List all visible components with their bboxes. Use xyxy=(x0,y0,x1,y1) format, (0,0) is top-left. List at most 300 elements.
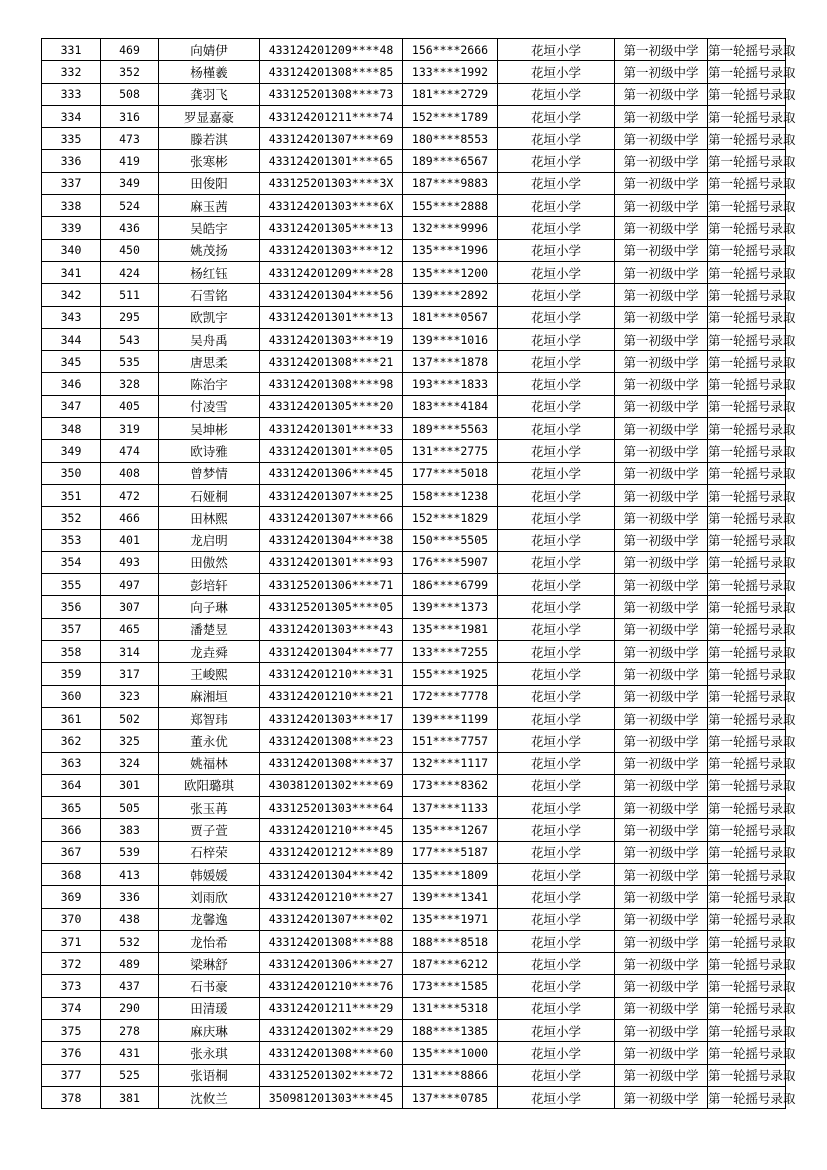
table-row xyxy=(42,61,786,83)
table-row xyxy=(42,797,786,819)
cell-lottery-number: 405 xyxy=(101,395,159,417)
cell-id-number: 433124201308****21 xyxy=(260,351,403,373)
cell-lottery-number: 324 xyxy=(101,752,159,774)
cell-student-name: 向子琳 xyxy=(159,596,260,618)
cell-phone-number: 135****1981 xyxy=(403,618,498,640)
table-row xyxy=(42,618,786,640)
admission-table xyxy=(41,38,796,1109)
cell-student-name: 石梓荣 xyxy=(159,841,260,863)
cell-id-number: 433125201302****72 xyxy=(260,1064,403,1086)
cell-assigned-school: 第一初级中学 xyxy=(615,819,708,841)
cell-primary-school: 花垣小学 xyxy=(498,886,615,908)
cell-admission-status: 第一轮摇号录取 xyxy=(708,128,786,150)
cell-admission-status: 第一轮摇号录取 xyxy=(708,105,786,127)
cell-lottery-number: 525 xyxy=(101,1064,159,1086)
cell-student-name: 龙馨逸 xyxy=(159,908,260,930)
cell-primary-school: 花垣小学 xyxy=(498,507,615,529)
cell-admission-status: 第一轮摇号录取 xyxy=(708,239,786,261)
cell-primary-school: 花垣小学 xyxy=(498,195,615,217)
cell-id-number: 433124201301****65 xyxy=(260,150,403,172)
cell-admission-status: 第一轮摇号录取 xyxy=(708,172,786,194)
cell-student-name: 吴皓宇 xyxy=(159,217,260,239)
cell-phone-number: 131****2775 xyxy=(403,440,498,462)
cell-primary-school: 花垣小学 xyxy=(498,551,615,573)
cell-student-name: 龙启明 xyxy=(159,529,260,551)
cell-lottery-number: 317 xyxy=(101,663,159,685)
cell-assigned-school: 第一初级中学 xyxy=(615,462,708,484)
cell-seq-number: 376 xyxy=(42,1042,101,1064)
cell-admission-status: 第一轮摇号录取 xyxy=(708,886,786,908)
cell-student-name: 杨红钰 xyxy=(159,261,260,283)
cell-seq-number: 336 xyxy=(42,150,101,172)
cell-phone-number: 139****1373 xyxy=(403,596,498,618)
table-row xyxy=(42,395,786,417)
cell-lottery-number: 472 xyxy=(101,484,159,506)
cell-lottery-number: 450 xyxy=(101,239,159,261)
cell-id-number: 433124201303****19 xyxy=(260,328,403,350)
cell-seq-number: 367 xyxy=(42,841,101,863)
table-row xyxy=(42,217,786,239)
cell-phone-number: 139****1199 xyxy=(403,707,498,729)
cell-student-name: 韩媛媛 xyxy=(159,863,260,885)
table-row xyxy=(42,239,786,261)
cell-lottery-number: 301 xyxy=(101,774,159,796)
table-row xyxy=(42,663,786,685)
cell-phone-number: 187****9883 xyxy=(403,172,498,194)
table-row xyxy=(42,574,786,596)
cell-seq-number: 372 xyxy=(42,953,101,975)
cell-assigned-school: 第一初级中学 xyxy=(615,507,708,529)
cell-assigned-school: 第一初级中学 xyxy=(615,284,708,306)
table-row xyxy=(42,418,786,440)
cell-id-number: 433124201308****60 xyxy=(260,1042,403,1064)
cell-admission-status: 第一轮摇号录取 xyxy=(708,707,786,729)
cell-id-number: 433124201306****27 xyxy=(260,953,403,975)
cell-lottery-number: 438 xyxy=(101,908,159,930)
cell-assigned-school: 第一初级中学 xyxy=(615,61,708,83)
cell-id-number: 433124201302****29 xyxy=(260,1020,403,1042)
cell-id-number: 433124201301****13 xyxy=(260,306,403,328)
table-row xyxy=(42,306,786,328)
table-row xyxy=(42,863,786,885)
cell-student-name: 田傲然 xyxy=(159,551,260,573)
cell-lottery-number: 325 xyxy=(101,730,159,752)
cell-id-number: 433125201308****73 xyxy=(260,83,403,105)
cell-id-number: 433124201301****05 xyxy=(260,440,403,462)
cell-phone-number: 155****1925 xyxy=(403,663,498,685)
table-row xyxy=(42,284,786,306)
cell-id-number: 433124201303****17 xyxy=(260,707,403,729)
cell-primary-school: 花垣小学 xyxy=(498,529,615,551)
cell-student-name: 罗显嘉豪 xyxy=(159,105,260,127)
cell-primary-school: 花垣小学 xyxy=(498,128,615,150)
cell-primary-school: 花垣小学 xyxy=(498,953,615,975)
cell-id-number: 433124201307****66 xyxy=(260,507,403,529)
cell-phone-number: 187****6212 xyxy=(403,953,498,975)
cell-seq-number: 359 xyxy=(42,663,101,685)
cell-lottery-number: 543 xyxy=(101,328,159,350)
cell-id-number: 433124201211****29 xyxy=(260,997,403,1019)
cell-id-number: 433124201210****76 xyxy=(260,975,403,997)
cell-primary-school: 花垣小学 xyxy=(498,484,615,506)
table-row xyxy=(42,195,786,217)
table-row xyxy=(42,150,786,172)
cell-seq-number: 354 xyxy=(42,551,101,573)
cell-lottery-number: 419 xyxy=(101,150,159,172)
table-row xyxy=(42,373,786,395)
table-row xyxy=(42,551,786,573)
cell-lottery-number: 408 xyxy=(101,462,159,484)
cell-primary-school: 花垣小学 xyxy=(498,105,615,127)
cell-primary-school: 花垣小学 xyxy=(498,83,615,105)
cell-assigned-school: 第一初级中学 xyxy=(615,930,708,952)
cell-student-name: 刘雨欣 xyxy=(159,886,260,908)
cell-assigned-school: 第一初级中学 xyxy=(615,351,708,373)
table-row xyxy=(42,953,786,975)
cell-assigned-school: 第一初级中学 xyxy=(615,195,708,217)
cell-lottery-number: 436 xyxy=(101,217,159,239)
cell-seq-number: 366 xyxy=(42,819,101,841)
cell-primary-school: 花垣小学 xyxy=(498,596,615,618)
cell-primary-school: 花垣小学 xyxy=(498,641,615,663)
cell-phone-number: 181****2729 xyxy=(403,83,498,105)
cell-seq-number: 342 xyxy=(42,284,101,306)
table-row xyxy=(42,596,786,618)
cell-admission-status: 第一轮摇号录取 xyxy=(708,39,786,61)
cell-assigned-school: 第一初级中学 xyxy=(615,953,708,975)
table-row xyxy=(42,997,786,1019)
cell-admission-status: 第一轮摇号录取 xyxy=(708,150,786,172)
cell-assigned-school: 第一初级中学 xyxy=(615,328,708,350)
table-row xyxy=(42,685,786,707)
cell-seq-number: 340 xyxy=(42,239,101,261)
cell-primary-school: 花垣小学 xyxy=(498,1020,615,1042)
cell-admission-status: 第一轮摇号录取 xyxy=(708,908,786,930)
cell-lottery-number: 466 xyxy=(101,507,159,529)
cell-assigned-school: 第一初级中学 xyxy=(615,172,708,194)
cell-assigned-school: 第一初级中学 xyxy=(615,373,708,395)
cell-assigned-school: 第一初级中学 xyxy=(615,128,708,150)
cell-lottery-number: 489 xyxy=(101,953,159,975)
cell-phone-number: 135****1200 xyxy=(403,261,498,283)
cell-student-name: 吴坤彬 xyxy=(159,418,260,440)
cell-id-number: 433124201209****48 xyxy=(260,39,403,61)
cell-admission-status: 第一轮摇号录取 xyxy=(708,418,786,440)
cell-primary-school: 花垣小学 xyxy=(498,306,615,328)
cell-student-name: 唐思柔 xyxy=(159,351,260,373)
cell-phone-number: 183****4184 xyxy=(403,395,498,417)
cell-primary-school: 花垣小学 xyxy=(498,730,615,752)
cell-assigned-school: 第一初级中学 xyxy=(615,574,708,596)
cell-admission-status: 第一轮摇号录取 xyxy=(708,83,786,105)
cell-assigned-school: 第一初级中学 xyxy=(615,551,708,573)
cell-admission-status: 第一轮摇号录取 xyxy=(708,195,786,217)
cell-id-number: 433124201210****31 xyxy=(260,663,403,685)
cell-id-number: 433125201306****71 xyxy=(260,574,403,596)
cell-assigned-school: 第一初级中学 xyxy=(615,863,708,885)
cell-lottery-number: 413 xyxy=(101,863,159,885)
cell-id-number: 433124201307****69 xyxy=(260,128,403,150)
cell-phone-number: 139****1341 xyxy=(403,886,498,908)
cell-assigned-school: 第一初级中学 xyxy=(615,529,708,551)
cell-seq-number: 345 xyxy=(42,351,101,373)
cell-assigned-school: 第一初级中学 xyxy=(615,418,708,440)
cell-phone-number: 137****1133 xyxy=(403,797,498,819)
cell-id-number: 433125201303****64 xyxy=(260,797,403,819)
cell-admission-status: 第一轮摇号录取 xyxy=(708,596,786,618)
cell-admission-status: 第一轮摇号录取 xyxy=(708,1042,786,1064)
cell-student-name: 欧凯宇 xyxy=(159,306,260,328)
cell-lottery-number: 505 xyxy=(101,797,159,819)
cell-seq-number: 374 xyxy=(42,997,101,1019)
cell-seq-number: 334 xyxy=(42,105,101,127)
cell-phone-number: 177****5187 xyxy=(403,841,498,863)
cell-lottery-number: 465 xyxy=(101,618,159,640)
cell-seq-number: 333 xyxy=(42,83,101,105)
cell-student-name: 姚福林 xyxy=(159,752,260,774)
cell-seq-number: 358 xyxy=(42,641,101,663)
cell-seq-number: 349 xyxy=(42,440,101,462)
cell-phone-number: 177****5018 xyxy=(403,462,498,484)
cell-lottery-number: 319 xyxy=(101,418,159,440)
cell-admission-status: 第一轮摇号录取 xyxy=(708,328,786,350)
cell-primary-school: 花垣小学 xyxy=(498,150,615,172)
cell-id-number: 433124201303****12 xyxy=(260,239,403,261)
table-row xyxy=(42,886,786,908)
table-row xyxy=(42,507,786,529)
cell-phone-number: 139****2892 xyxy=(403,284,498,306)
table-row xyxy=(42,440,786,462)
cell-admission-status: 第一轮摇号录取 xyxy=(708,462,786,484)
cell-phone-number: 135****1971 xyxy=(403,908,498,930)
cell-assigned-school: 第一初级中学 xyxy=(615,663,708,685)
cell-primary-school: 花垣小学 xyxy=(498,797,615,819)
cell-seq-number: 332 xyxy=(42,61,101,83)
cell-primary-school: 花垣小学 xyxy=(498,440,615,462)
cell-student-name: 滕若淇 xyxy=(159,128,260,150)
cell-assigned-school: 第一初级中学 xyxy=(615,730,708,752)
cell-assigned-school: 第一初级中学 xyxy=(615,886,708,908)
cell-admission-status: 第一轮摇号录取 xyxy=(708,930,786,952)
cell-id-number: 433125201305****05 xyxy=(260,596,403,618)
cell-admission-status: 第一轮摇号录取 xyxy=(708,440,786,462)
cell-assigned-school: 第一初级中学 xyxy=(615,752,708,774)
cell-seq-number: 364 xyxy=(42,774,101,796)
cell-phone-number: 133****1992 xyxy=(403,61,498,83)
cell-student-name: 吴舟禹 xyxy=(159,328,260,350)
cell-lottery-number: 336 xyxy=(101,886,159,908)
cell-student-name: 张玉苒 xyxy=(159,797,260,819)
cell-phone-number: 132****1117 xyxy=(403,752,498,774)
cell-phone-number: 188****8518 xyxy=(403,930,498,952)
cell-student-name: 郑智玮 xyxy=(159,707,260,729)
cell-lottery-number: 532 xyxy=(101,930,159,952)
cell-seq-number: 360 xyxy=(42,685,101,707)
cell-phone-number: 131****8866 xyxy=(403,1064,498,1086)
cell-phone-number: 158****1238 xyxy=(403,484,498,506)
cell-primary-school: 花垣小学 xyxy=(498,284,615,306)
cell-lottery-number: 316 xyxy=(101,105,159,127)
cell-seq-number: 369 xyxy=(42,886,101,908)
cell-id-number: 433124201303****43 xyxy=(260,618,403,640)
cell-lottery-number: 352 xyxy=(101,61,159,83)
cell-phone-number: 173****8362 xyxy=(403,774,498,796)
cell-student-name: 田俊阳 xyxy=(159,172,260,194)
table-row xyxy=(42,1020,786,1042)
cell-id-number: 433124201210****45 xyxy=(260,819,403,841)
cell-assigned-school: 第一初级中学 xyxy=(615,997,708,1019)
table-row xyxy=(42,1042,786,1064)
cell-id-number: 433124201304****42 xyxy=(260,863,403,885)
cell-student-name: 陈治宇 xyxy=(159,373,260,395)
cell-primary-school: 花垣小学 xyxy=(498,574,615,596)
cell-id-number: 433124201303****6X xyxy=(260,195,403,217)
cell-id-number: 433124201304****77 xyxy=(260,641,403,663)
cell-student-name: 石娅桐 xyxy=(159,484,260,506)
cell-admission-status: 第一轮摇号录取 xyxy=(708,997,786,1019)
cell-primary-school: 花垣小学 xyxy=(498,1086,615,1108)
cell-primary-school: 花垣小学 xyxy=(498,418,615,440)
cell-seq-number: 356 xyxy=(42,596,101,618)
cell-student-name: 沈攸兰 xyxy=(159,1086,260,1108)
cell-primary-school: 花垣小学 xyxy=(498,217,615,239)
cell-admission-status: 第一轮摇号录取 xyxy=(708,395,786,417)
table-row xyxy=(42,529,786,551)
cell-phone-number: 173****1585 xyxy=(403,975,498,997)
cell-phone-number: 152****1829 xyxy=(403,507,498,529)
cell-primary-school: 花垣小学 xyxy=(498,239,615,261)
cell-admission-status: 第一轮摇号录取 xyxy=(708,217,786,239)
cell-lottery-number: 290 xyxy=(101,997,159,1019)
cell-id-number: 433125201303****3X xyxy=(260,172,403,194)
cell-assigned-school: 第一初级中学 xyxy=(615,618,708,640)
table-row xyxy=(42,641,786,663)
cell-seq-number: 363 xyxy=(42,752,101,774)
cell-student-name: 张语桐 xyxy=(159,1064,260,1086)
table-row xyxy=(42,730,786,752)
cell-lottery-number: 278 xyxy=(101,1020,159,1042)
cell-seq-number: 365 xyxy=(42,797,101,819)
table-row xyxy=(42,462,786,484)
cell-seq-number: 343 xyxy=(42,306,101,328)
cell-student-name: 石书豪 xyxy=(159,975,260,997)
cell-seq-number: 357 xyxy=(42,618,101,640)
cell-admission-status: 第一轮摇号录取 xyxy=(708,373,786,395)
cell-phone-number: 132****9996 xyxy=(403,217,498,239)
cell-assigned-school: 第一初级中学 xyxy=(615,150,708,172)
cell-lottery-number: 323 xyxy=(101,685,159,707)
cell-lottery-number: 349 xyxy=(101,172,159,194)
cell-admission-status: 第一轮摇号录取 xyxy=(708,618,786,640)
cell-student-name: 张永琪 xyxy=(159,1042,260,1064)
cell-admission-status: 第一轮摇号录取 xyxy=(708,797,786,819)
cell-seq-number: 346 xyxy=(42,373,101,395)
cell-lottery-number: 524 xyxy=(101,195,159,217)
admission-table-body xyxy=(42,39,796,1109)
cell-admission-status: 第一轮摇号录取 xyxy=(708,551,786,573)
cell-primary-school: 花垣小学 xyxy=(498,373,615,395)
cell-assigned-school: 第一初级中学 xyxy=(615,975,708,997)
cell-assigned-school: 第一初级中学 xyxy=(615,707,708,729)
cell-assigned-school: 第一初级中学 xyxy=(615,1020,708,1042)
cell-student-name: 王峻熙 xyxy=(159,663,260,685)
cell-lottery-number: 431 xyxy=(101,1042,159,1064)
cell-lottery-number: 314 xyxy=(101,641,159,663)
cell-admission-status: 第一轮摇号录取 xyxy=(708,351,786,373)
cell-student-name: 彭培轩 xyxy=(159,574,260,596)
cell-student-name: 付凌雪 xyxy=(159,395,260,417)
cell-seq-number: 368 xyxy=(42,863,101,885)
cell-lottery-number: 295 xyxy=(101,306,159,328)
cell-student-name: 曾梦情 xyxy=(159,462,260,484)
cell-seq-number: 377 xyxy=(42,1064,101,1086)
cell-primary-school: 花垣小学 xyxy=(498,774,615,796)
cell-lottery-number: 424 xyxy=(101,261,159,283)
cell-student-name: 梁琳舒 xyxy=(159,953,260,975)
cell-phone-number: 172****7778 xyxy=(403,685,498,707)
cell-lottery-number: 493 xyxy=(101,551,159,573)
cell-student-name: 龚羽飞 xyxy=(159,83,260,105)
cell-phone-number: 181****0567 xyxy=(403,306,498,328)
cell-phone-number: 137****0785 xyxy=(403,1086,498,1108)
cell-primary-school: 花垣小学 xyxy=(498,328,615,350)
cell-admission-status: 第一轮摇号录取 xyxy=(708,284,786,306)
cell-phone-number: 150****5505 xyxy=(403,529,498,551)
cell-student-name: 龙怡希 xyxy=(159,930,260,952)
cell-lottery-number: 401 xyxy=(101,529,159,551)
cell-phone-number: 180****8553 xyxy=(403,128,498,150)
cell-id-number: 433124201308****23 xyxy=(260,730,403,752)
table-row xyxy=(42,351,786,373)
cell-primary-school: 花垣小学 xyxy=(498,618,615,640)
cell-id-number: 433124201308****98 xyxy=(260,373,403,395)
cell-id-number: 433124201305****13 xyxy=(260,217,403,239)
cell-assigned-school: 第一初级中学 xyxy=(615,83,708,105)
cell-primary-school: 花垣小学 xyxy=(498,261,615,283)
cell-assigned-school: 第一初级中学 xyxy=(615,774,708,796)
table-row xyxy=(42,841,786,863)
cell-seq-number: 373 xyxy=(42,975,101,997)
cell-seq-number: 344 xyxy=(42,328,101,350)
cell-student-name: 麻玉茜 xyxy=(159,195,260,217)
cell-seq-number: 352 xyxy=(42,507,101,529)
cell-id-number: 433124201301****93 xyxy=(260,551,403,573)
cell-phone-number: 156****2666 xyxy=(403,39,498,61)
cell-id-number: 433124201308****85 xyxy=(260,61,403,83)
cell-phone-number: 135****1000 xyxy=(403,1042,498,1064)
cell-student-name: 麻庆琳 xyxy=(159,1020,260,1042)
cell-id-number: 433124201210****27 xyxy=(260,886,403,908)
cell-primary-school: 花垣小学 xyxy=(498,1064,615,1086)
table-row xyxy=(42,484,786,506)
cell-lottery-number: 502 xyxy=(101,707,159,729)
cell-lottery-number: 473 xyxy=(101,128,159,150)
cell-lottery-number: 307 xyxy=(101,596,159,618)
cell-assigned-school: 第一初级中学 xyxy=(615,440,708,462)
cell-id-number: 433124201212****89 xyxy=(260,841,403,863)
cell-id-number: 433124201308****88 xyxy=(260,930,403,952)
cell-admission-status: 第一轮摇号录取 xyxy=(708,1086,786,1108)
table-row xyxy=(42,105,786,127)
table-row xyxy=(42,975,786,997)
cell-phone-number: 189****6567 xyxy=(403,150,498,172)
cell-lottery-number: 469 xyxy=(101,39,159,61)
cell-assigned-school: 第一初级中学 xyxy=(615,841,708,863)
cell-primary-school: 花垣小学 xyxy=(498,61,615,83)
cell-student-name: 麻湘垣 xyxy=(159,685,260,707)
table-row xyxy=(42,1064,786,1086)
cell-assigned-school: 第一初级中学 xyxy=(615,239,708,261)
